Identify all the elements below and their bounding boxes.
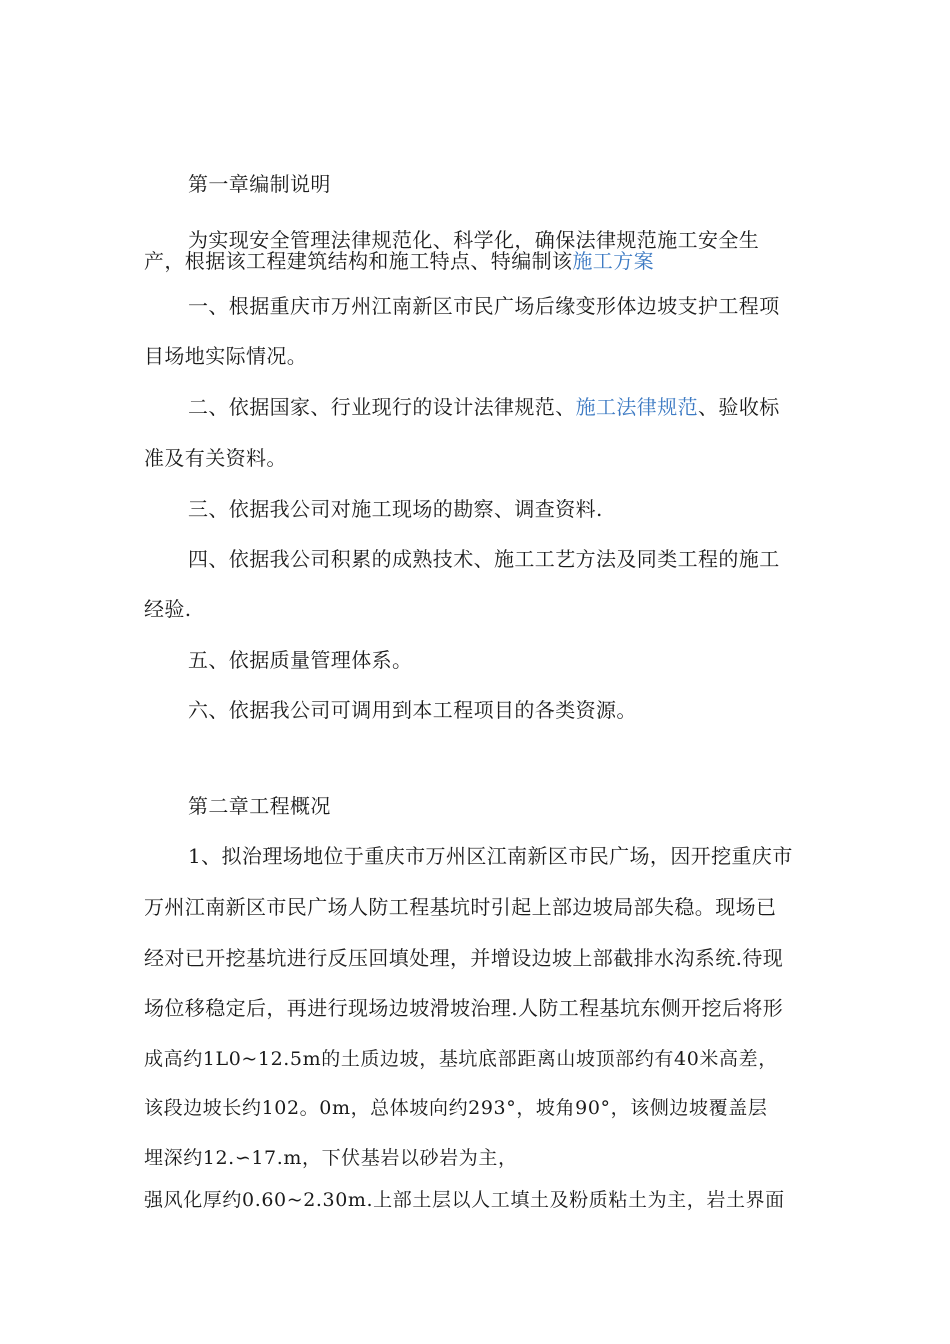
chapter1-item2-line1 bbox=[188, 393, 780, 421]
item2-text-post: 、验收标 bbox=[698, 395, 780, 419]
chapter1-title: 第一章编制说明 bbox=[188, 172, 331, 196]
chapter2-p1-line3: 经对已开挖基坑进行反压回填处理，并增设边坡上部截排水沟系统.待现 bbox=[144, 946, 784, 970]
chapter1-item4-line1: 四、依据我公司积累的成熟技术、施工工艺方法及同类工程的施工 bbox=[188, 547, 780, 571]
chapter2-title: 第二章工程概况 bbox=[188, 794, 331, 818]
chapter1-item1-line2: 目场地实际情况。 bbox=[144, 344, 308, 368]
chapter1-intro-line1: 为实现安全管理法律规范化、科学化，确保法律规范施工安全生 bbox=[188, 228, 760, 252]
chapter1-item6: 六、依据我公司可调用到本工程项目的各类资源。 bbox=[188, 698, 637, 722]
chapter1-item4-line2: 经验. bbox=[144, 597, 192, 621]
chapter2-p1-line8: 强风化厚约0.60~2.30m.上部土层以人工填土及粉质粘土为主，岩土界面 bbox=[144, 1189, 785, 1211]
chapter1-item2-line2: 准及有关资料。 bbox=[144, 446, 287, 470]
chapter2-p1-line5: 成高约1L0~12.5m的土质边坡，基坑底部距离山坡顶部约有40米高差， bbox=[144, 1048, 778, 1070]
chapter2-p1-line7: 埋深约12.∽17.m，下伏基岩以砂岩为主， bbox=[144, 1147, 518, 1169]
chapter1-item3: 三、依据我公司对施工现场的勘察、调查资料. bbox=[188, 497, 603, 521]
chapter1-item5: 五、依据质量管理体系。 bbox=[188, 648, 413, 672]
construction-code-link[interactable]: 施工法律规范 bbox=[575, 395, 699, 419]
item2-text-pre: 二、依据国家、行业现行的设计法律规范、 bbox=[188, 395, 576, 419]
chapter2-p1-line4: 场位移稳定后，再进行现场边坡滑坡治理.人防工程基坑东侧开挖后将形 bbox=[144, 996, 784, 1020]
chapter1-item1-line1: 一、根据重庆市万州江南新区市民广场后缘变形体边坡支护工程项 bbox=[188, 294, 780, 318]
chapter1-intro-line2 bbox=[144, 247, 654, 275]
chapter2-p1-line1: 1、拟治理场地位于重庆市万州区江南新区市民广场，因开挖重庆市 bbox=[188, 844, 793, 868]
construction-plan-link[interactable]: 施工方案 bbox=[572, 249, 655, 273]
intro-line2-text: 产，根据该工程建筑结构和施工特点、特编制该 bbox=[144, 249, 573, 273]
chapter2-p1-line6: 该段边坡长约102。0m，总体坡向约293°，坡角90°，该侧边坡覆盖层 bbox=[144, 1097, 768, 1119]
chapter2-p1-line2: 万州江南新区市民广场人防工程基坑时引起上部边坡局部失稳。现场已 bbox=[144, 895, 777, 919]
